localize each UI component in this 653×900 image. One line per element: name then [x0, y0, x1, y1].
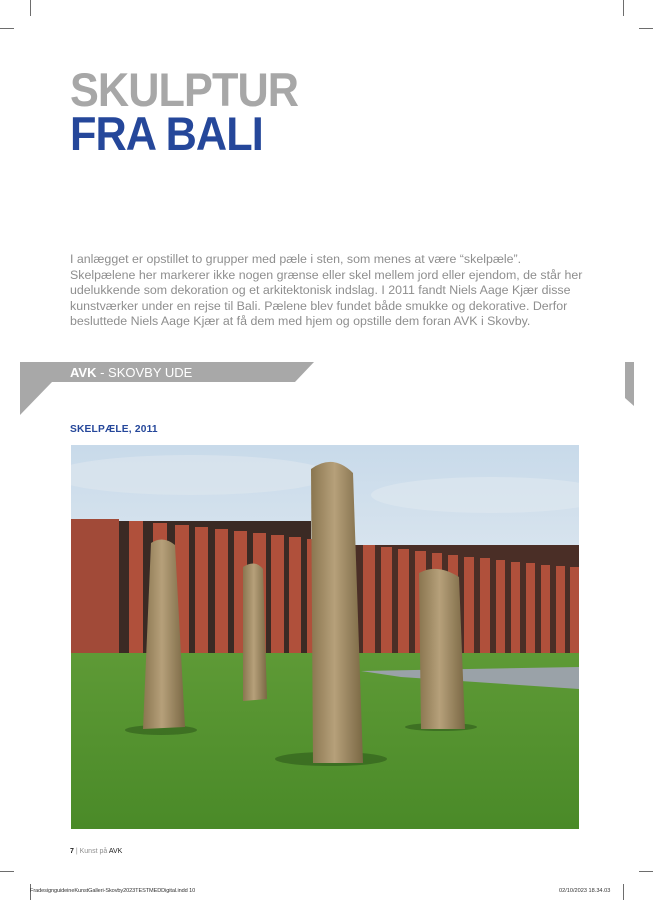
crop-mark — [639, 28, 653, 29]
banner-separator: - — [96, 365, 109, 380]
banner-label — [70, 365, 192, 381]
artwork-caption: SKELPÆLE, 2011 — [70, 424, 158, 435]
crop-mark — [623, 0, 624, 16]
footer-brand: AVK — [108, 848, 123, 855]
sculpture-photo — [71, 445, 579, 829]
print-slug-datetime: 02/10/2023 18.34.03 — [559, 888, 611, 894]
crop-mark — [623, 884, 624, 900]
crop-mark — [0, 28, 14, 29]
section-banner — [20, 362, 314, 415]
banner-location: SKOVBY UDE — [108, 365, 193, 380]
crop-mark — [639, 871, 653, 872]
page-footer — [70, 848, 122, 855]
crop-mark — [30, 0, 31, 16]
print-slug-file: FradesignguideineKunstGalleri-Skovby2023TESTMEDDigital.indd 10 — [30, 888, 196, 894]
page-title-line-2: FRA BALI — [70, 107, 263, 160]
page-title-line-1: SKULPTUR — [70, 63, 299, 116]
page-number: 7 — [70, 848, 74, 855]
side-tab-marker — [625, 362, 634, 406]
footer-divider: | — [73, 848, 80, 855]
crop-mark — [0, 871, 14, 872]
banner-brand: AVK — [70, 365, 97, 380]
intro-paragraph: I anlægget er opstillet to grupper med pæle i sten, som menes at være “skelpæle”. Skelpælene her markerer ikke nogen grænse eller skel mellem jord eller ejendom, de står her udelukkende som dekoration og et arkitektonisk indslag. I 2011 fandt Niels Aage Kjær disse kunstværker under en rejse til Bali. Pælene blev fundet både smukke og dekorative. Derfor besluttede Niels Aage Kjær at få dem med hjem og opstille dem foran AVK i Skovby. — [70, 252, 583, 329]
footer-label: Kunst på — [79, 848, 109, 855]
